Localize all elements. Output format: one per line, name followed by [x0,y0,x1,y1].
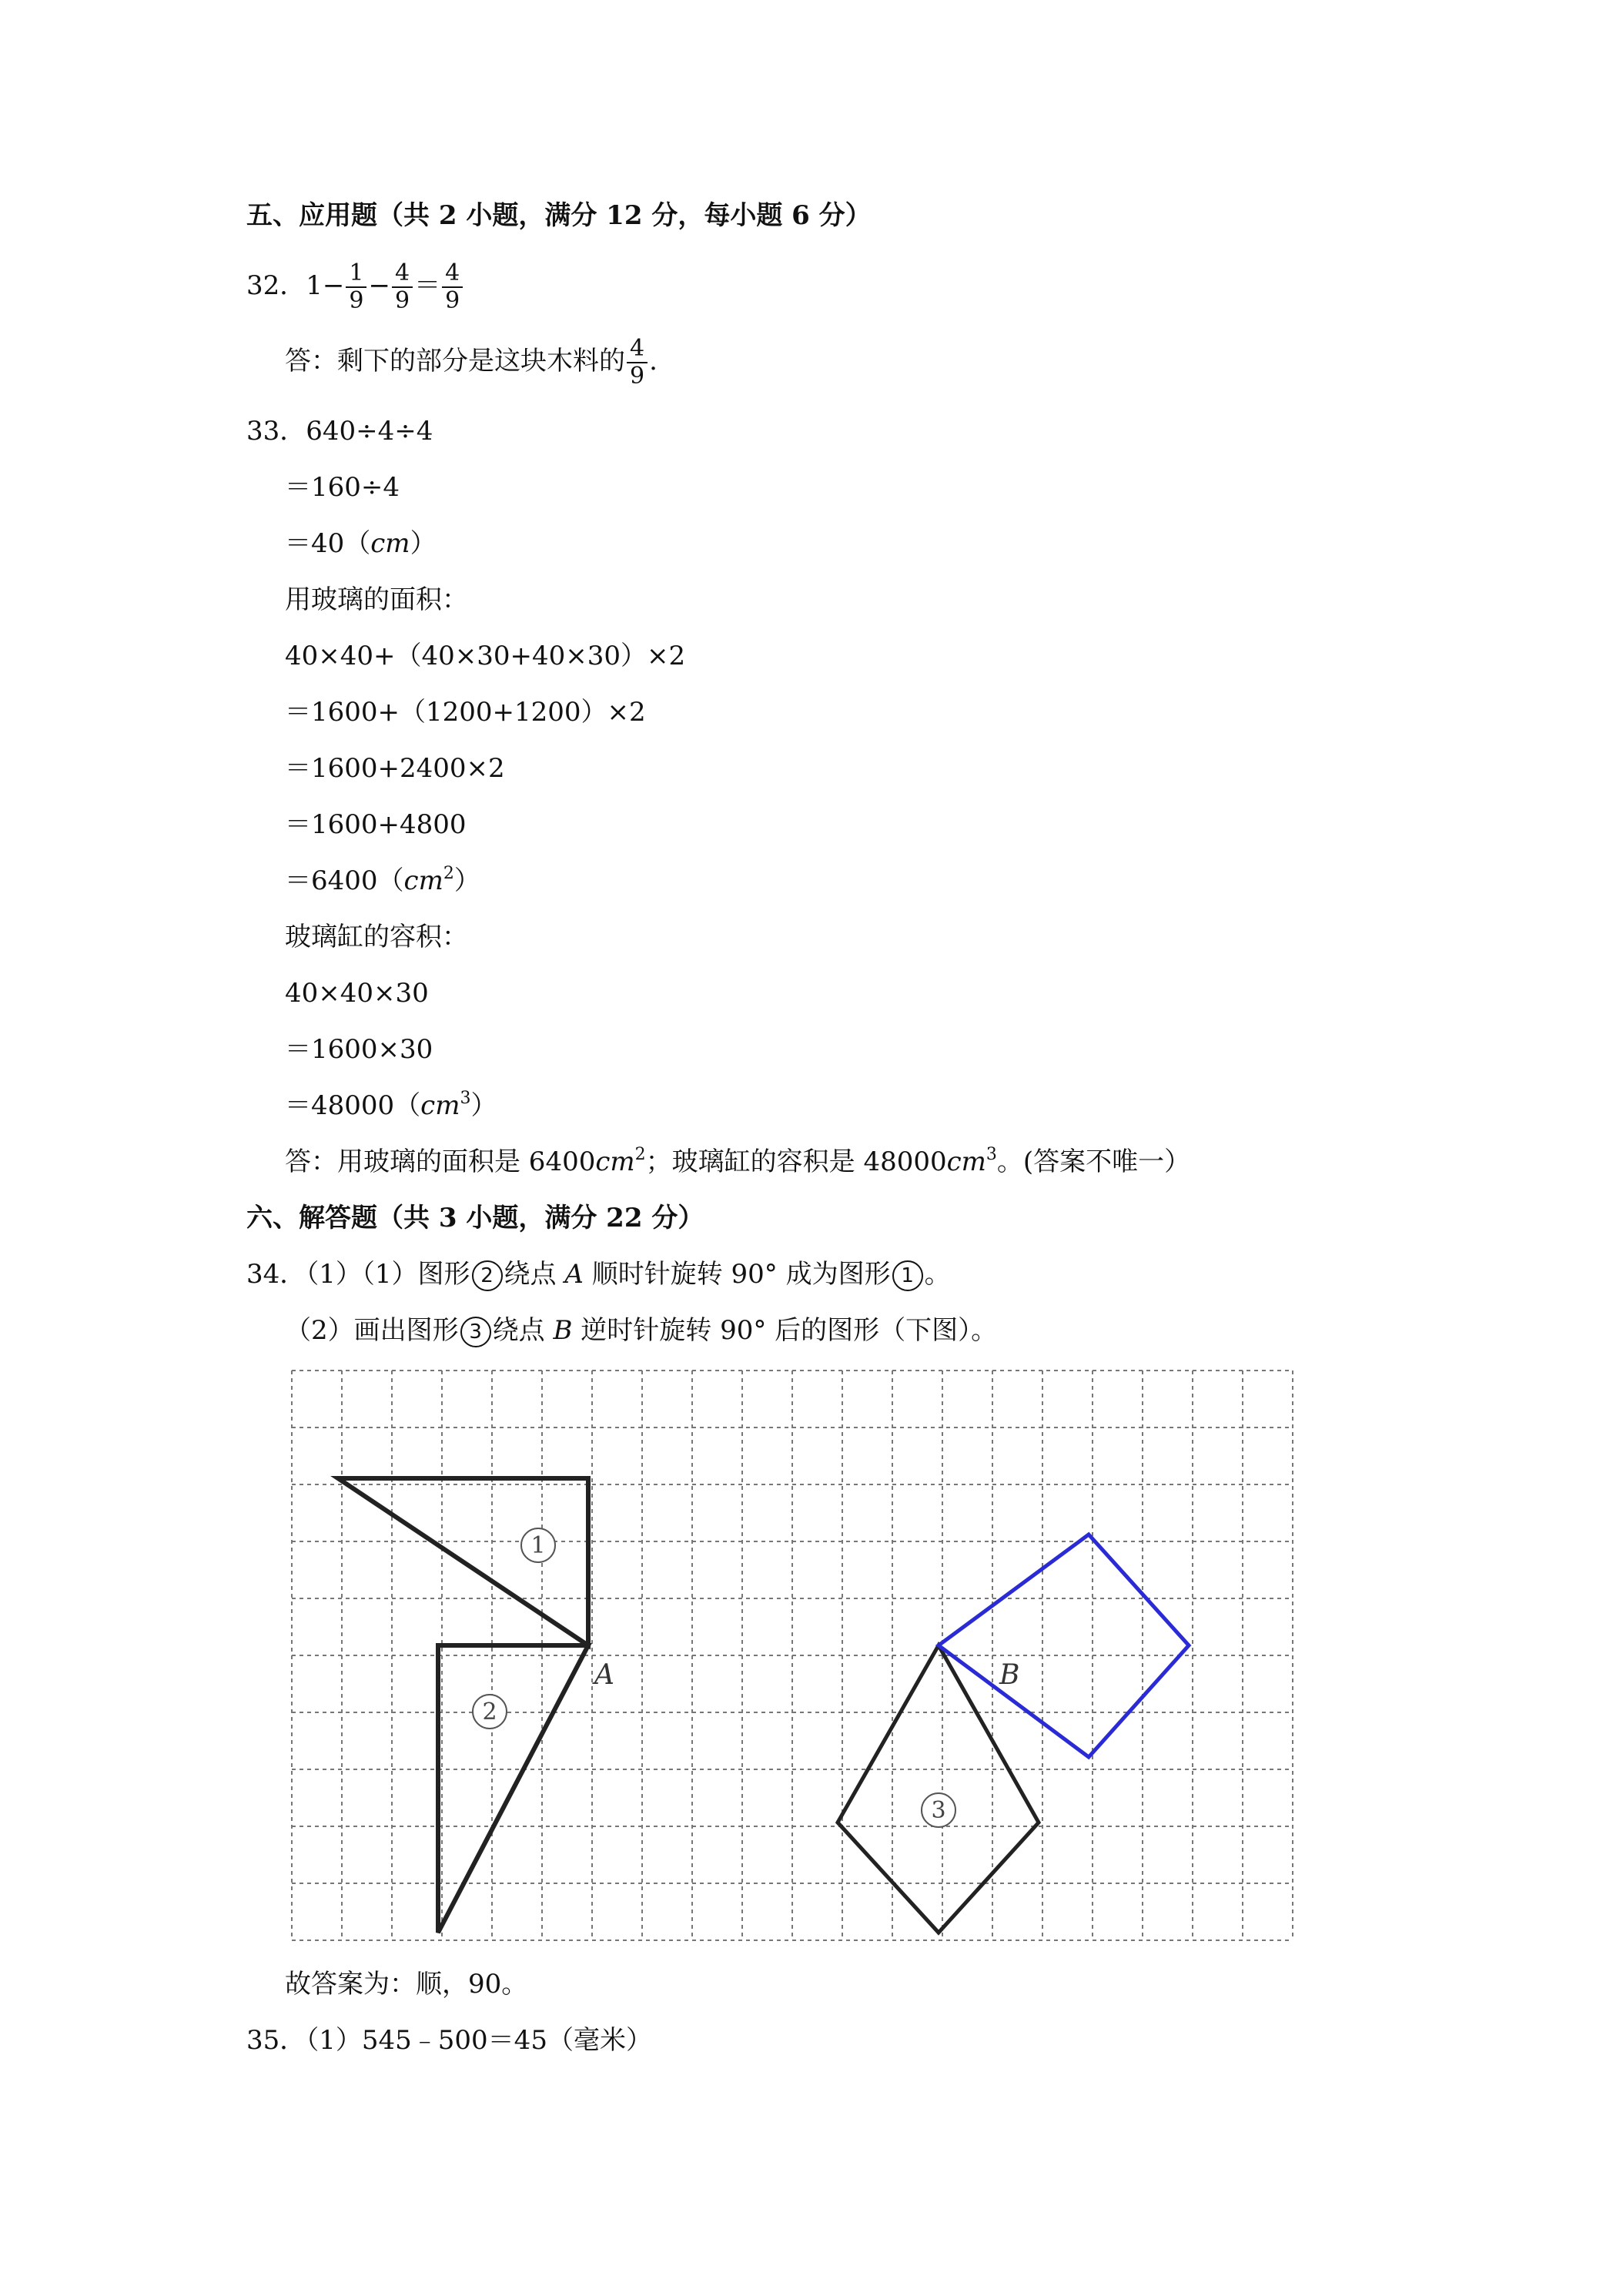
circled-1: 1 [892,1260,923,1291]
q33-step-3: ＝40（cm） [285,528,437,559]
section-5-heading: 五、应用题（共 2 小题，满分 12 分，每小题 6 分） [246,200,872,231]
q32-minus: − [368,270,390,301]
q33-step-8: $=6400(cm^2)$ [285,864,480,896]
q32-answer [285,336,658,390]
shape-2-triangle [438,1645,588,1933]
q33-step-7: ＝1600+4800 [285,809,467,840]
section-6-heading: 六、解答题（共 3 小题，满分 22 分） [246,1203,704,1233]
q32-equals: ＝ [414,270,441,301]
q34-part-1: 34．（1）（1）图形 2 绕点 A 顺时针旋转 90° 成为图形 1 。 [246,1259,951,1290]
q34-conclusion: 故答案为：顺，90。 [285,1969,528,2000]
q33-step-2: ＝160÷4 [285,472,400,503]
q34-part-2: （2）画出图形 3 绕点 B 逆时针旋转 90° 后的图形（下图）。 [285,1315,998,1346]
q33-step-6: ＝1600+2400×2 [285,753,505,784]
point-a: A [564,1259,584,1290]
q33-step-9: 40×40×30 [285,978,429,1009]
q32-number: 32． [246,270,306,301]
q33-step-10: ＝1600×30 [285,1034,433,1065]
rotated-shape-3 [939,1535,1189,1757]
svg-text:3: 3 [931,1797,946,1824]
q32-fraction-1: $\frac{1}{9}$ [346,260,366,314]
q35-part-1: 35．（1）545﹣500＝45（毫米） [246,2025,652,2056]
q32-answer-fraction: $\frac{4}{9}$ [627,336,648,390]
circled-3: 3 [460,1317,491,1347]
svg-text:1: 1 [530,1532,546,1559]
q33-step-5: ＝1600+（1200+1200）×2 [285,697,646,728]
point-b: B [553,1315,573,1346]
q32-answer-text: 答：剩下的部分是这块木料的 [285,346,625,377]
q33-answer: 答：用玻璃的面积是 $6400cm^2$；玻璃缸的容积是 $48000cm^3$。(答案不唯一） [285,1145,1191,1177]
figure-label-1 [521,1528,555,1562]
q33-step-11: $=48000(cm^3)$ [285,1089,497,1121]
q32-lead: 1− [306,270,345,301]
q33-glass-area-label: 用玻璃的面积： [285,584,468,615]
q33-step-4: 40×40+（40×30+40×30）×2 [285,641,686,671]
figure-label-3 [922,1793,955,1827]
q33-volume-label: 玻璃缸的容积： [285,922,468,952]
figure-point-a: A [594,1659,614,1691]
dotted-grid [292,1371,1293,1940]
q32-expression [246,260,464,314]
rotation-grid-figure [288,1367,1304,1952]
q32-answer-end: . [649,346,658,377]
q33-step-1: 33．640÷4÷4 [246,416,433,447]
q32-fraction-2: $\frac{4}{9}$ [392,260,413,314]
q32-fraction-3: $\frac{4}{9}$ [442,260,463,314]
shape-1-triangle [338,1478,588,1645]
circled-2: 2 [472,1260,503,1291]
figure-label-2 [473,1695,507,1729]
figure-point-b: B [999,1659,1020,1691]
svg-text:2: 2 [482,1699,497,1725]
